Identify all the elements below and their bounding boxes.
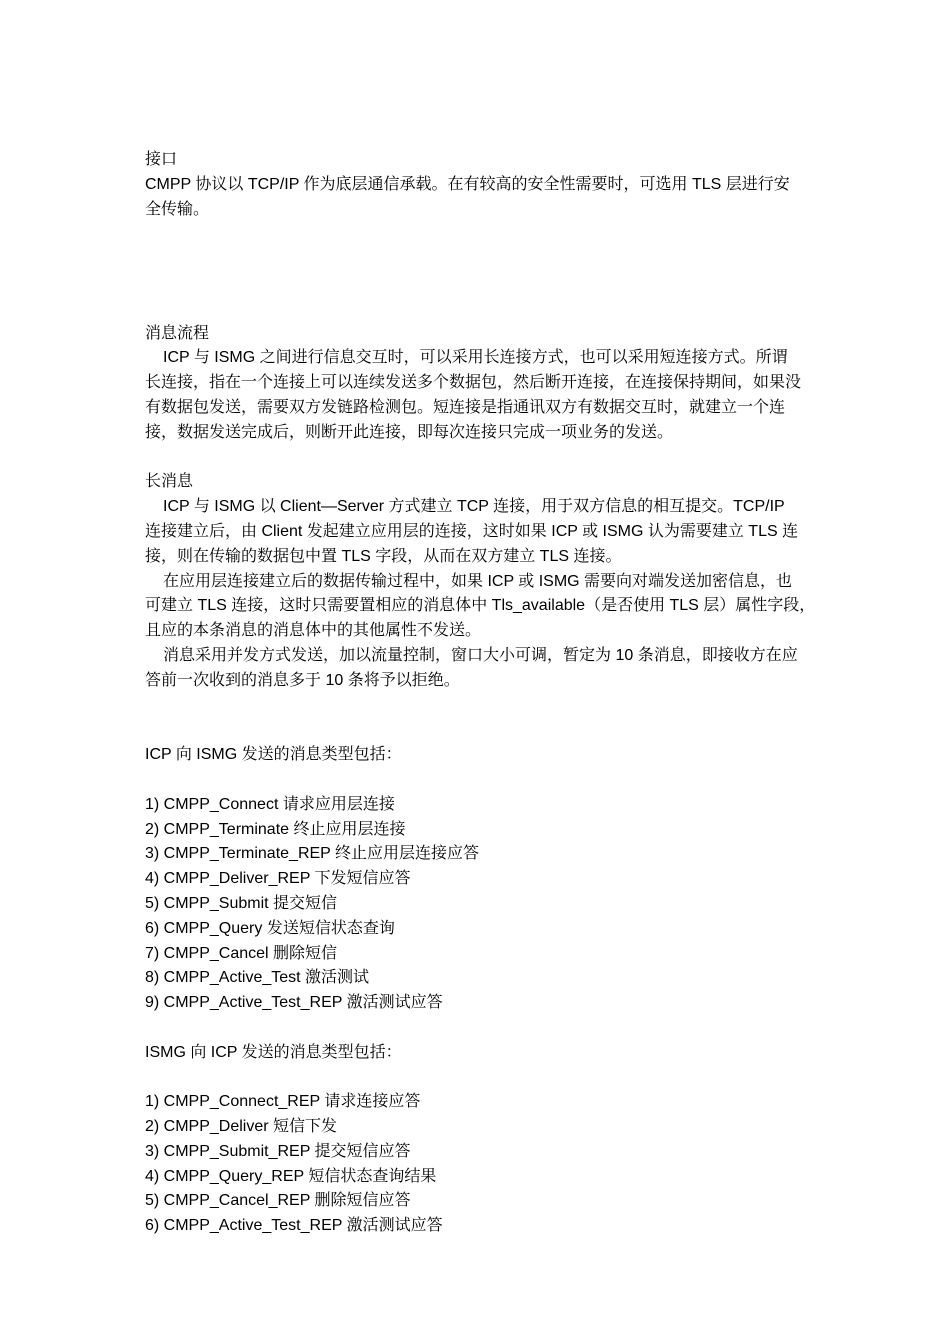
list-item: 1) CMPP_Connect 请求应用层连接: [145, 795, 395, 813]
paragraph-line: 且应的本条消息的消息体中的其他属性不发送。: [145, 622, 482, 640]
spacer: [145, 222, 820, 321]
paragraph-line: 全传输。: [145, 200, 210, 218]
list-item: 2) CMPP_Terminate 终止应用层连接: [145, 820, 406, 838]
spacer: [145, 1016, 820, 1041]
section-heading-long: 长消息: [145, 473, 194, 491]
document-page: [145, 148, 820, 1239]
paragraph-line: ICP 与 ISMG 之间进行信息交互时，可以采用长连接方式，也可以采用短连接方式。所谓: [163, 349, 788, 367]
message-list-ismg-to-icp: [145, 1090, 820, 1239]
list-item: 2) CMPP_Deliver 短信下发: [145, 1118, 338, 1136]
paragraph-line: 可建立 TLS 连接，这时只需要置相应的消息体中 Tls_available（是否使用 TLS 层）属性字段，: [145, 597, 816, 615]
list-heading-icp-to-ismg: ICP 向 ISMG 发送的消息类型包括：: [145, 746, 402, 764]
spacer: [145, 768, 820, 793]
paragraph-line: 长连接，指在一个连接上可以连续发送多个数据包，然后断开连接，在连接保持期间，如果没: [145, 374, 802, 392]
list-item: 5) CMPP_Submit 提交短信: [145, 894, 338, 912]
paragraph-line: 接，则在传输的数据包中置 TLS 字段，从而在双方建立 TLS 连接。: [145, 547, 622, 565]
paragraph-line: CMPP 协议以 TCP/IP 作为底层通信承载。在有较高的安全性需要时，可选用 TLS 层进行安: [145, 175, 790, 193]
spacer: [145, 446, 820, 471]
list-item: 3) CMPP_Terminate_REP 终止应用层连接应答: [145, 845, 480, 863]
paragraph-line: 答前一次收到的消息多于 10 条将予以拒绝。: [145, 671, 460, 689]
list-item: 7) CMPP_Cancel 删除短信: [145, 944, 338, 962]
list-item: 4) CMPP_Deliver_REP 下发短信应答: [145, 870, 411, 888]
list-heading-ismg-to-icp: ISMG 向 ICP 发送的消息类型包括：: [145, 1043, 402, 1061]
list-item: 9) CMPP_Active_Test_REP 激活测试应答: [145, 994, 443, 1012]
paragraph-line: 有数据包发送，需要双方发链路检测包。短连接是指通讯双方有数据交互时，就建立一个连: [145, 398, 786, 416]
paragraph-line: 接，数据发送完成后，则断开此连接，即每次连接只完成一项业务的发送。: [145, 423, 674, 441]
list-item: 4) CMPP_Query_REP 短信状态查询结果: [145, 1167, 437, 1185]
section-heading-interface: 接口: [145, 151, 178, 168]
paragraph-line: ICP 与 ISMG 以 Client—Server 方式建立 TCP 连接，用于双方信息的相互提交。TCP/IP: [163, 498, 785, 516]
list-item: 3) CMPP_Submit_REP 提交短信应答: [145, 1142, 411, 1160]
paragraph-line: 消息采用并发方式发送，加以流量控制，窗口大小可调，暂定为 10 条消息，即接收方在应: [163, 646, 798, 664]
list-item: 8) CMPP_Active_Test 激活测试: [145, 969, 370, 987]
list-item: 6) CMPP_Query 发送短信状态查询: [145, 919, 395, 937]
list-item: 6) CMPP_Active_Test_REP 激活测试应答: [145, 1217, 443, 1235]
message-list-icp-to-ismg: [145, 793, 820, 1016]
paragraph-line: 连接建立后，由 Client 发起建立应用层的连接，这时如果 ICP 或 ISMG 认为需要建立 TLS 连: [145, 522, 799, 540]
section-heading-flow: 消息流程: [145, 324, 210, 342]
spacer: [145, 694, 820, 744]
list-item: 5) CMPP_Cancel_REP 删除短信应答: [145, 1192, 411, 1210]
list-item: 1) CMPP_Connect_REP 请求连接应答: [145, 1093, 421, 1111]
paragraph-line: 在应用层连接建立后的数据传输过程中，如果 ICP 或 ISMG 需要向对端发送加密信息，也: [163, 572, 793, 590]
spacer: [145, 1065, 820, 1090]
